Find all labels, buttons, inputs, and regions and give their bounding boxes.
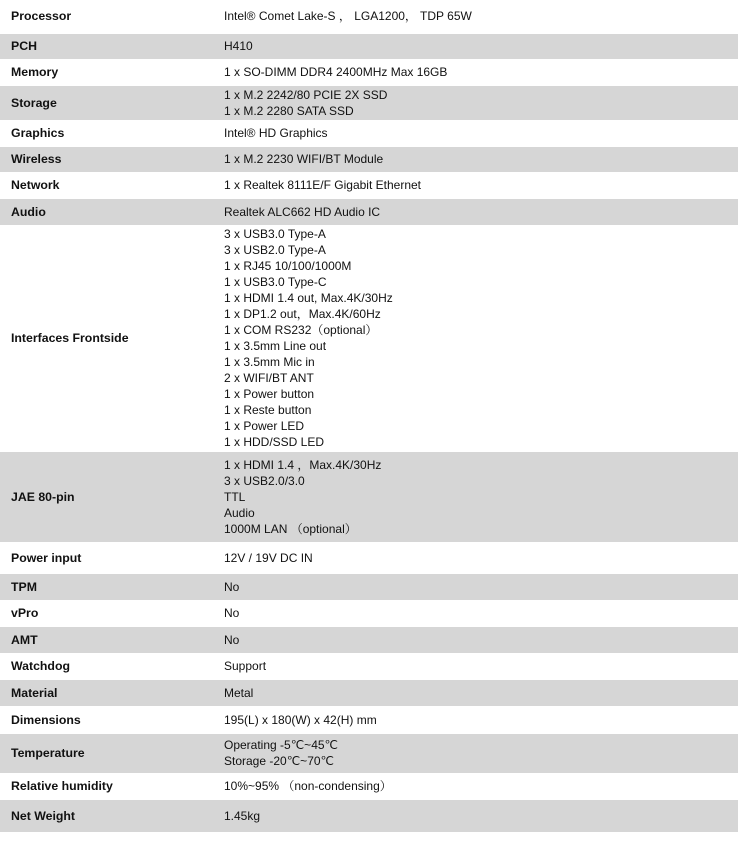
spec-value-line: 3 x USB3.0 Type-A xyxy=(224,227,326,241)
spec-value-line: 195(L) x 180(W) x 42(H) mm xyxy=(224,712,377,727)
spec-value xyxy=(213,799,738,832)
spec-value-line: 1 x M.2 2242/80 PCIE 2X SSD xyxy=(224,87,388,102)
spec-row xyxy=(0,773,738,799)
spec-row xyxy=(0,733,738,773)
spec-value xyxy=(213,653,738,679)
spec-value xyxy=(213,573,738,600)
spec-value xyxy=(213,146,738,172)
spec-label: Material xyxy=(0,679,213,706)
spec-value xyxy=(213,172,738,198)
spec-label: AMT xyxy=(0,626,213,653)
spec-value xyxy=(213,0,738,33)
spec-row xyxy=(0,59,738,85)
spec-value-line: 1 x RJ45 10/100/1000M xyxy=(224,259,352,273)
spec-value-line: 1 x Power LED xyxy=(224,419,305,433)
spec-value-line: 1 x Power button xyxy=(224,387,315,401)
spec-value-line: No xyxy=(224,579,240,594)
spec-value-line: 1 x HDD/SSD LED xyxy=(224,435,325,449)
spec-value-line: Support xyxy=(224,659,267,673)
spec-row xyxy=(0,33,738,59)
spec-row xyxy=(0,172,738,198)
spec-value-line: Operating -5℃~45℃ xyxy=(224,738,339,752)
spec-value-line: 1 x SO-DIMM DDR4 2400MHz Max 16GB xyxy=(224,65,448,79)
spec-value xyxy=(213,451,738,542)
spec-value-line: 1 x M.2 2280 SATA SSD xyxy=(224,103,354,118)
spec-row xyxy=(0,600,738,626)
spec-value-line: 10%~95% （non-condensing） xyxy=(224,779,392,793)
spec-row xyxy=(0,626,738,653)
spec-row xyxy=(0,706,738,733)
spec-label: Dimensions xyxy=(11,712,81,727)
spec-row xyxy=(0,653,738,679)
spec-value-line: 1 x COM RS232（optional） xyxy=(224,323,378,337)
spec-value-line: Intel® HD Graphics xyxy=(224,126,328,140)
spec-value-line: Realtek ALC662 HD Audio IC xyxy=(224,204,381,219)
spec-value xyxy=(213,33,738,59)
spec-value-line: 2 x WIFI/BT ANT xyxy=(224,371,314,385)
spec-value xyxy=(213,773,738,799)
spec-value xyxy=(213,85,738,120)
spec-label: vPro xyxy=(11,606,39,620)
spec-label: Network xyxy=(11,178,60,192)
spec-label: Audio xyxy=(0,198,213,225)
spec-label: Watchdog xyxy=(11,659,70,673)
spec-label: TPM xyxy=(0,573,213,600)
spec-value-line: Audio xyxy=(224,505,255,520)
spec-row xyxy=(0,225,738,451)
spec-value-line: 1.45kg xyxy=(224,808,261,823)
spec-row xyxy=(0,799,738,832)
spec-label: Power input xyxy=(11,550,82,565)
spec-value xyxy=(213,626,738,653)
spec-value-line: 1 x DP1.2 out，Max.4K/60Hz xyxy=(224,307,381,321)
spec-value-line: H410 xyxy=(224,39,253,53)
spec-label: Memory xyxy=(11,65,59,79)
spec-row xyxy=(0,0,738,33)
spec-value-line: TTL xyxy=(224,489,246,504)
spec-value xyxy=(213,679,738,706)
spec-row xyxy=(0,146,738,172)
spec-value xyxy=(213,59,738,85)
spec-value-line: 1 x HDMI 1.4 out, Max.4K/30Hz xyxy=(224,291,393,305)
spec-row xyxy=(0,85,738,120)
spec-row xyxy=(0,451,738,542)
spec-value xyxy=(213,733,738,773)
spec-value-line: 1 x USB3.0 Type-C xyxy=(224,275,327,289)
spec-label: Net Weight xyxy=(0,799,213,832)
spec-label: Graphics xyxy=(11,126,65,140)
spec-value-line: No xyxy=(224,632,240,647)
spec-row xyxy=(0,120,738,146)
spec-value-line: 1 x 3.5mm Line out xyxy=(224,339,327,353)
spec-value-line: 1 x M.2 2230 WIFI/BT Module xyxy=(224,152,384,166)
spec-value-line: 1 x Realtek 8111E/F Gigabit Ethernet xyxy=(224,178,421,192)
spec-value-line: Storage -20℃~70℃ xyxy=(224,754,335,768)
spec-label: Storage xyxy=(0,85,213,120)
spec-value-line: 1 x HDMI 1.4 ，Max.4K/30Hz xyxy=(224,457,382,472)
spec-label: Interfaces Frontside xyxy=(11,331,129,345)
spec-value-line: 1 x Reste button xyxy=(224,403,312,417)
spec-label: Wireless xyxy=(0,146,213,172)
spec-value-line: 3 x USB2.0 Type-A xyxy=(224,243,326,257)
spec-row xyxy=(0,542,738,573)
spec-row xyxy=(0,573,738,600)
spec-value xyxy=(213,198,738,225)
spec-value xyxy=(213,120,738,146)
spec-value-line: 3 x USB2.0/3.0 xyxy=(224,473,305,488)
spec-value-line: 12V / 19V DC IN xyxy=(224,550,313,565)
spec-value-line: 1 x 3.5mm Mic in xyxy=(224,355,315,369)
spec-value-line: Metal xyxy=(224,685,254,700)
spec-value-line: 1000M LAN （optional） xyxy=(224,521,357,536)
spec-label: Temperature xyxy=(0,733,213,773)
spec-value xyxy=(213,600,738,626)
spec-value xyxy=(213,225,738,451)
spec-label: Relative humidity xyxy=(11,779,113,793)
spec-label: JAE 80-pin xyxy=(0,451,213,542)
spec-label: PCH xyxy=(0,33,213,59)
spec-value xyxy=(213,542,738,573)
spec-label: Processor xyxy=(11,9,72,24)
spec-row xyxy=(0,198,738,225)
spec-value-line: Intel® Comet Lake-S ， LGA1200， TDP 65W xyxy=(224,9,472,24)
spec-value-line: No xyxy=(224,606,240,620)
spec-row xyxy=(0,679,738,706)
spec-value xyxy=(213,706,738,733)
